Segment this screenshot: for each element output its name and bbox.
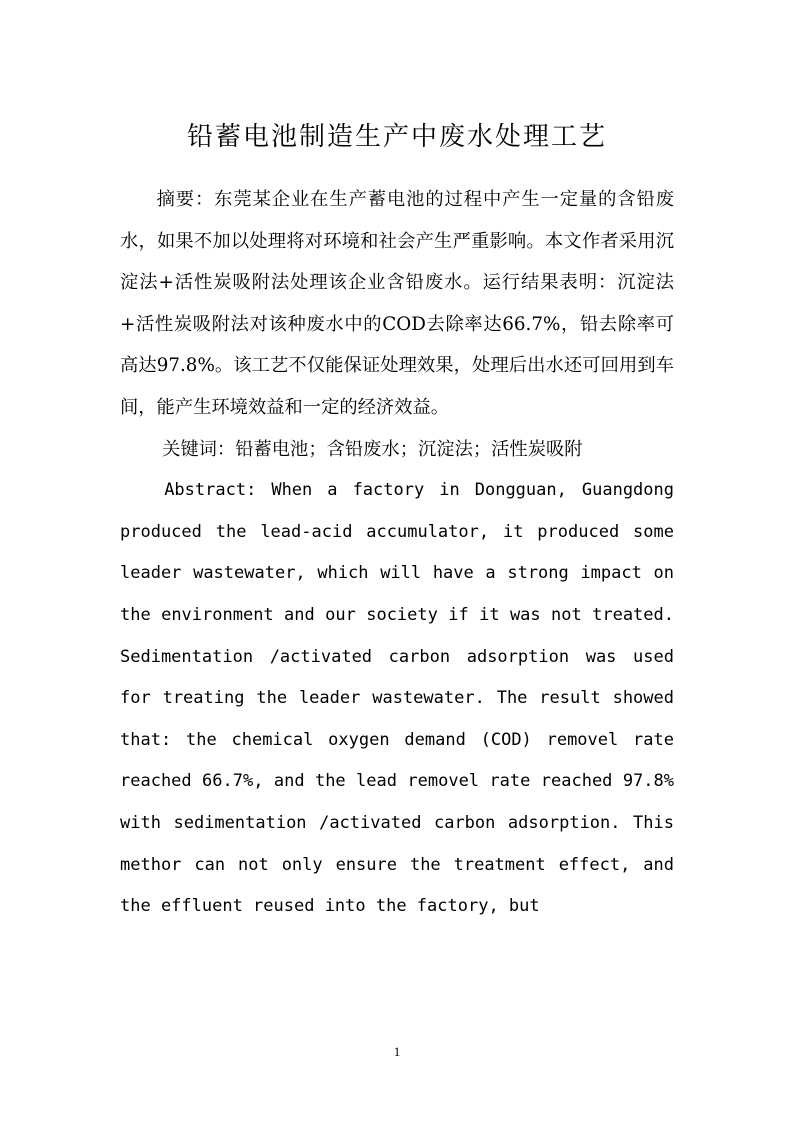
keywords-chinese: 关键词：铅蓄电池；含铅废水；沉淀法；活性炭吸附 bbox=[162, 438, 583, 460]
abstract-chinese: 摘要：东莞某企业在生产蓄电池的过程中产生一定量的含铅废水，如果不加以处理将对环境和社会产生严重影响。本文作者采用沉淀法+活性炭吸附法处理该企业含铅废水。运行结果表明：沉淀法+活性炭吸附法对该种废水中的COD去除率达66.7%，铅去除率可高达97.8%。该工艺不仅能保证处理效果，处理后出水还可回用到车间，能产生环境效益和一定的经济效益。 bbox=[120, 189, 674, 418]
abstract-english: Abstract: When a factory in Dongguan, Guangdong produced the lead-acid accumulator, it produced some leader wastewater, which will have a strong impact on the environment and our society if it was not treated. Sedimentation /activated carbon adsorption was used for treating the leader wastewater. The result showed that: the chemical oxygen demand (COD) removel rate reached 66.7%, and the lead removel rate reached 97.8% with sedimentation /activated carbon adsorption. This methor can not only ensure the treatment effect, and the effluent reused into the factory, but bbox=[120, 480, 674, 917]
document-body bbox=[120, 179, 674, 928]
page-number: 1 bbox=[393, 1044, 401, 1059]
document-title: 铅蓄电池制造生产中废水处理工艺 bbox=[186, 122, 607, 153]
